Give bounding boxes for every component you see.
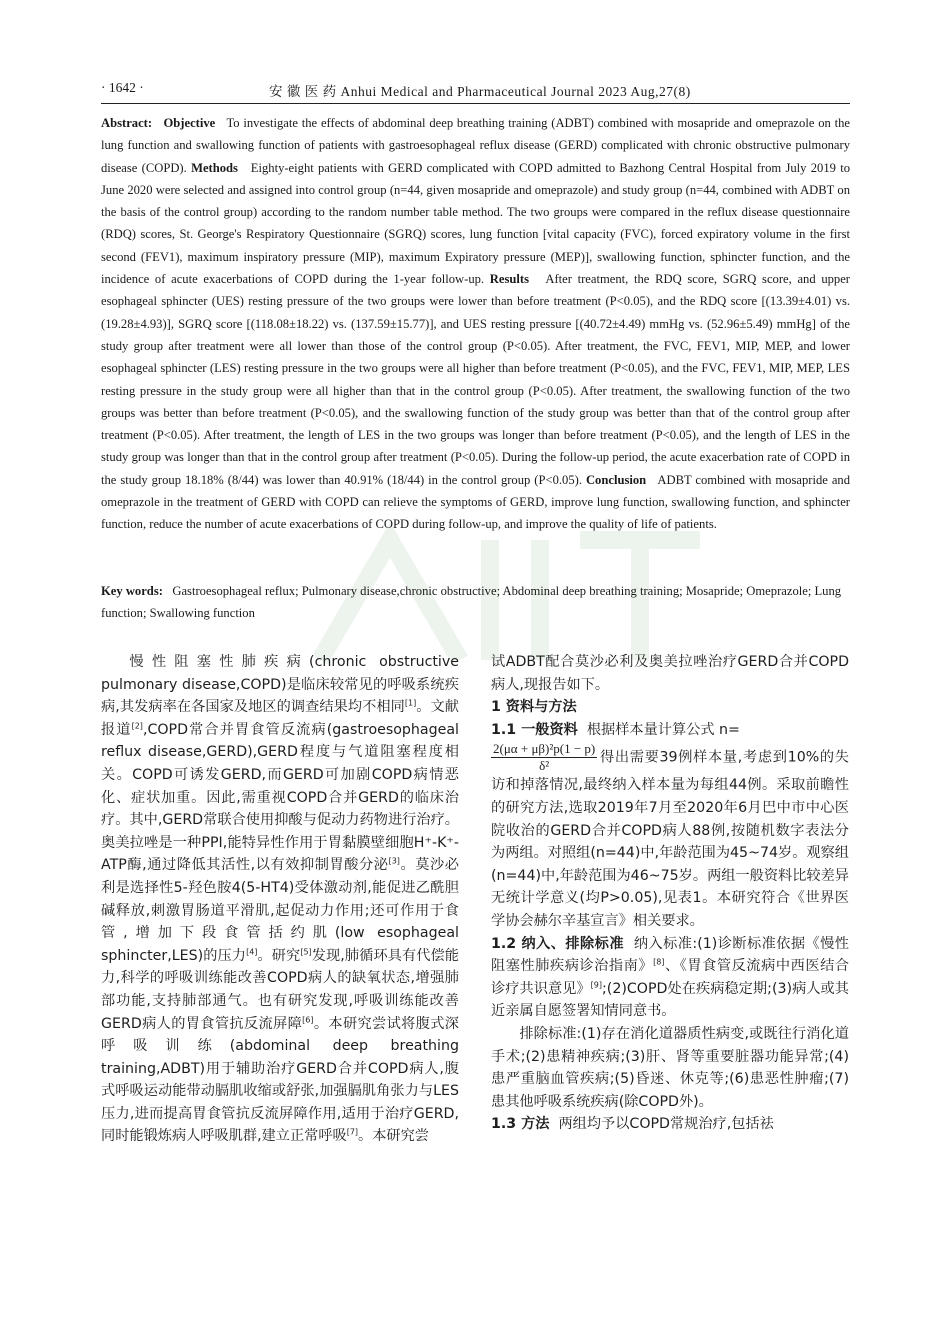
citation[interactable]: [4] (246, 946, 258, 956)
section-1-3: 1.3 方法 两组均予以COPD常规治疗,包括祛 (491, 1116, 774, 1133)
keywords-text: Gastroesophageal reflux; Pulmonary disease,chronic obstructive; Abdominal deep breathing training; Mosapride; Omeprazole; Lung function; Swallowing function (101, 584, 842, 621)
results-label: Results (489, 272, 529, 287)
methods-label: Methods (191, 160, 238, 175)
conclusion-text: ADBT combined with mosapride and omeprazole in the treatment of GERD with COPD can relieve the symptoms of GERD, improve lung function, swallowing function, and sphincter function, reduce the number of acute exacerbations of COPD during follow-up, and improve the quality of life of patients. (101, 472, 850, 532)
left-column (101, 651, 459, 1148)
results-text: After treatment, the RDQ score, SGRQ score, and upper esophageal sphincter (UES) resting pressure of the two groups were lower than before treatment (P<0.05), and the RDQ score [(13.39±4.01) vs. (19.28±4.93)], SGRQ score [(118.08±18.22) vs. (137.59±15.77)], and UES resting pressure [(40.72±4.49) mmHg vs. (52.96±5.49) mmHg] of the study group after treatment were all lower than those of the control group (P<0.05). After treatment, the FVC, FEV1, MIP, MEP, and lower esophageal sphincter (LES) resting pressure in the two groups were all higher than before treatment (P<0.05), and the FVC, FEV1, MIP, MEP, LES resting pressure in the study group were all higher than that in the control group (P<0.05). After treatment, the swallowing function of the two groups was better than before treatment (P<0.05), and the swallowing function of the study group was better than that of the control group after treatment (P<0.05). After treatment, the length of LES in the two groups was longer than before treatment (P<0.05), and the length of LES in the study group was longer than that in the control group after treatment (P<0.05). During the follow-up period, the acute exacerbation rate of COPD in the study group 18.18% (8/44) was lower than 40.91% (18/44) in the control group (P<0.05). (101, 272, 850, 487)
keywords (101, 580, 850, 625)
objective-text: To investigate the effects of abdominal deep breathing training (ADBT) combined with mosapride and omeprazole on the lung function and swallowing function of patients with gastroesophageal reflux disease (GERD) complicated with chronic obstructive pulmonary disease (COPD). (101, 116, 851, 175)
section-heading-1-2: 1.2 纳入、排除标准 (491, 935, 624, 952)
methods-text: Eighty-eight patients with GERD complicated with COPD admitted to Bazhong Central Hospital from July 2019 to June 2020 were selected and assigned into control group (n=44, given mosapride and omeprazole) and study group (n=44, combined with ADBT on the basis of the control group) according to the random number table method. The two groups were compared in the reflux disease questionnaire (RDQ) scores, St. George's Respiratory Questionnaire (SGRQ) scores, lung function [vital capacity (FVC), forced expiratory volume in the first second (FEV1), maximum inspiratory pressure (MIP), maximum Expiratory pressure (MEP)], swallowing function, sphincter function, and the incidence of acute exacerbations of COPD during the 1-year follow-up. (101, 160, 851, 287)
citation[interactable]: [6] (302, 1014, 314, 1024)
citation[interactable]: [2] (131, 721, 143, 731)
section-1-1: 1.1 一般资料 根据样本量计算公式 n= $\frac{\text{2(μα + μβ)²p(1 − p)}}{\text{δ²}}$ 得出需要39例样本量,考虑到10%的失访和掉落情况,最终纳入样本量为每组44例。采取前瞻性的研究方法,选取2019年7月至2020年6月巴中市中心医院收治的GERD合并COPD病人88例,按随机数字表法分为两组。对照组(n=44)中,年龄范围为45~74岁。观察组(n=44)中,年龄范围为46~75岁。两组一般资料比较差异无统计学意义(均P>0.05),见表1。本研究符合《世界医学协会赫尔辛基宣言》相关要求。 (491, 721, 849, 929)
exclusion-criteria: 排除标准:(1)存在消化道器质性病变,或既往行消化道手术;(2)患精神疾病;(3)肝、肾等重要脏器功能异常;(4)患严重脑血管疾病;(5)昏迷、休克等;(6)患恶性肿瘤;(7)患其他呼吸系统疾病(除COPD外)。 (491, 1025, 849, 1110)
abstract (101, 112, 850, 536)
running-header (101, 80, 850, 102)
citation[interactable]: [8] (653, 957, 665, 967)
objective-label: Objective (163, 116, 216, 130)
sample-size-formula: $\frac{\text{2(μα + μβ)²p(1 − p)}}{\text{δ²}}$ (493, 741, 596, 774)
keywords-label: Key words: (101, 584, 163, 598)
citation[interactable]: [7] (346, 1127, 359, 1137)
section-heading-1-1: 1.1 一般资料 (491, 721, 578, 738)
citation[interactable]: [1] (404, 698, 417, 708)
header-rule (101, 103, 850, 104)
right-column (491, 651, 849, 1136)
abstract-label: Abstract: (101, 116, 153, 130)
page-number: · 1642 · (101, 80, 144, 95)
section-heading-1-3: 1.3 方法 (491, 1116, 550, 1133)
conclusion-label: Conclusion (585, 472, 647, 487)
citation[interactable]: [5] (300, 946, 312, 956)
intro-continuation: 试ADBT配合莫沙必利及奥美拉唑治疗GERD合并COPD病人,现报告如下。 (491, 654, 849, 693)
section-heading-1: 1 资料与方法 (491, 699, 577, 716)
citation[interactable]: [3] (388, 856, 400, 866)
intro-paragraph: 慢性阻塞性肺疾病(chronic obstructive pulmonary disease,COPD)是临床较常见的呼吸系统疾病,其发病率在各国家及地区的调查结果均不相同[1]。文献报道[2],COPD常合并胃食管反流病(gastroesophageal reflux disease,GERD),GERD程度与气道阻塞程度相关。COPD可诱发GERD,而GERD可加剧COPD病情恶化、症状加重。因此,需重视COPD合并GERD的临床治疗。其中,GERD常联合使用抑酸与促动力药物进行治疗。奥美拉唑是一种PPI,能特异性作用于胃黏膜壁细胞H⁺-K⁺-ATP酶,通过降低其活性,以有效抑制胃酸分泌[3]。莫沙必利是选择性5-羟色胺4(5-HT4)受体激动剂,能促进乙酰胆碱释放,刺激胃肠道平滑肌,起促动力作用;还可作用于食管,增加下段食管括约肌(low esophageal sphincter,LES)的压力[4]。研究[5]发现,肺循环具有代偿能力,科学的呼吸训练能改善COPD病人的缺氧状态,增强肺部功能,支持肺部通气。也有研究发现,呼吸训练能改善GERD病人的胃食管抗反流屏障[6]。本研究尝试将腹式深呼吸训练(abdominal deep breathing training,ADBT)用于辅助治疗GERD合并COPD病人,腹式呼吸运动能带动膈肌收缩或舒张,加强膈肌角张力与LES压力,进而提高胃食管抗反流屏障作用,适用于治疗GERD,同时能锻炼病人呼吸肌群,建立正常呼吸[7]。本研究尝 (101, 654, 459, 1145)
section-1-2: 1.2 纳入、排除标准 纳入标准:(1)诊断标准依据《慢性阻塞性肺疾病诊治指南》[8]、《胃食管反流病中西医结合诊疗共识意见》[9];(2)COPD处在疾病稳定期;(3)病人或其近亲属自愿签署知情同意书。 (491, 935, 849, 1020)
journal-title: 安 徽 医 药 Anhui Medical and Pharmaceutical Journal 2023 Aug,27(8) (269, 84, 691, 99)
citation[interactable]: [9] (590, 979, 603, 989)
